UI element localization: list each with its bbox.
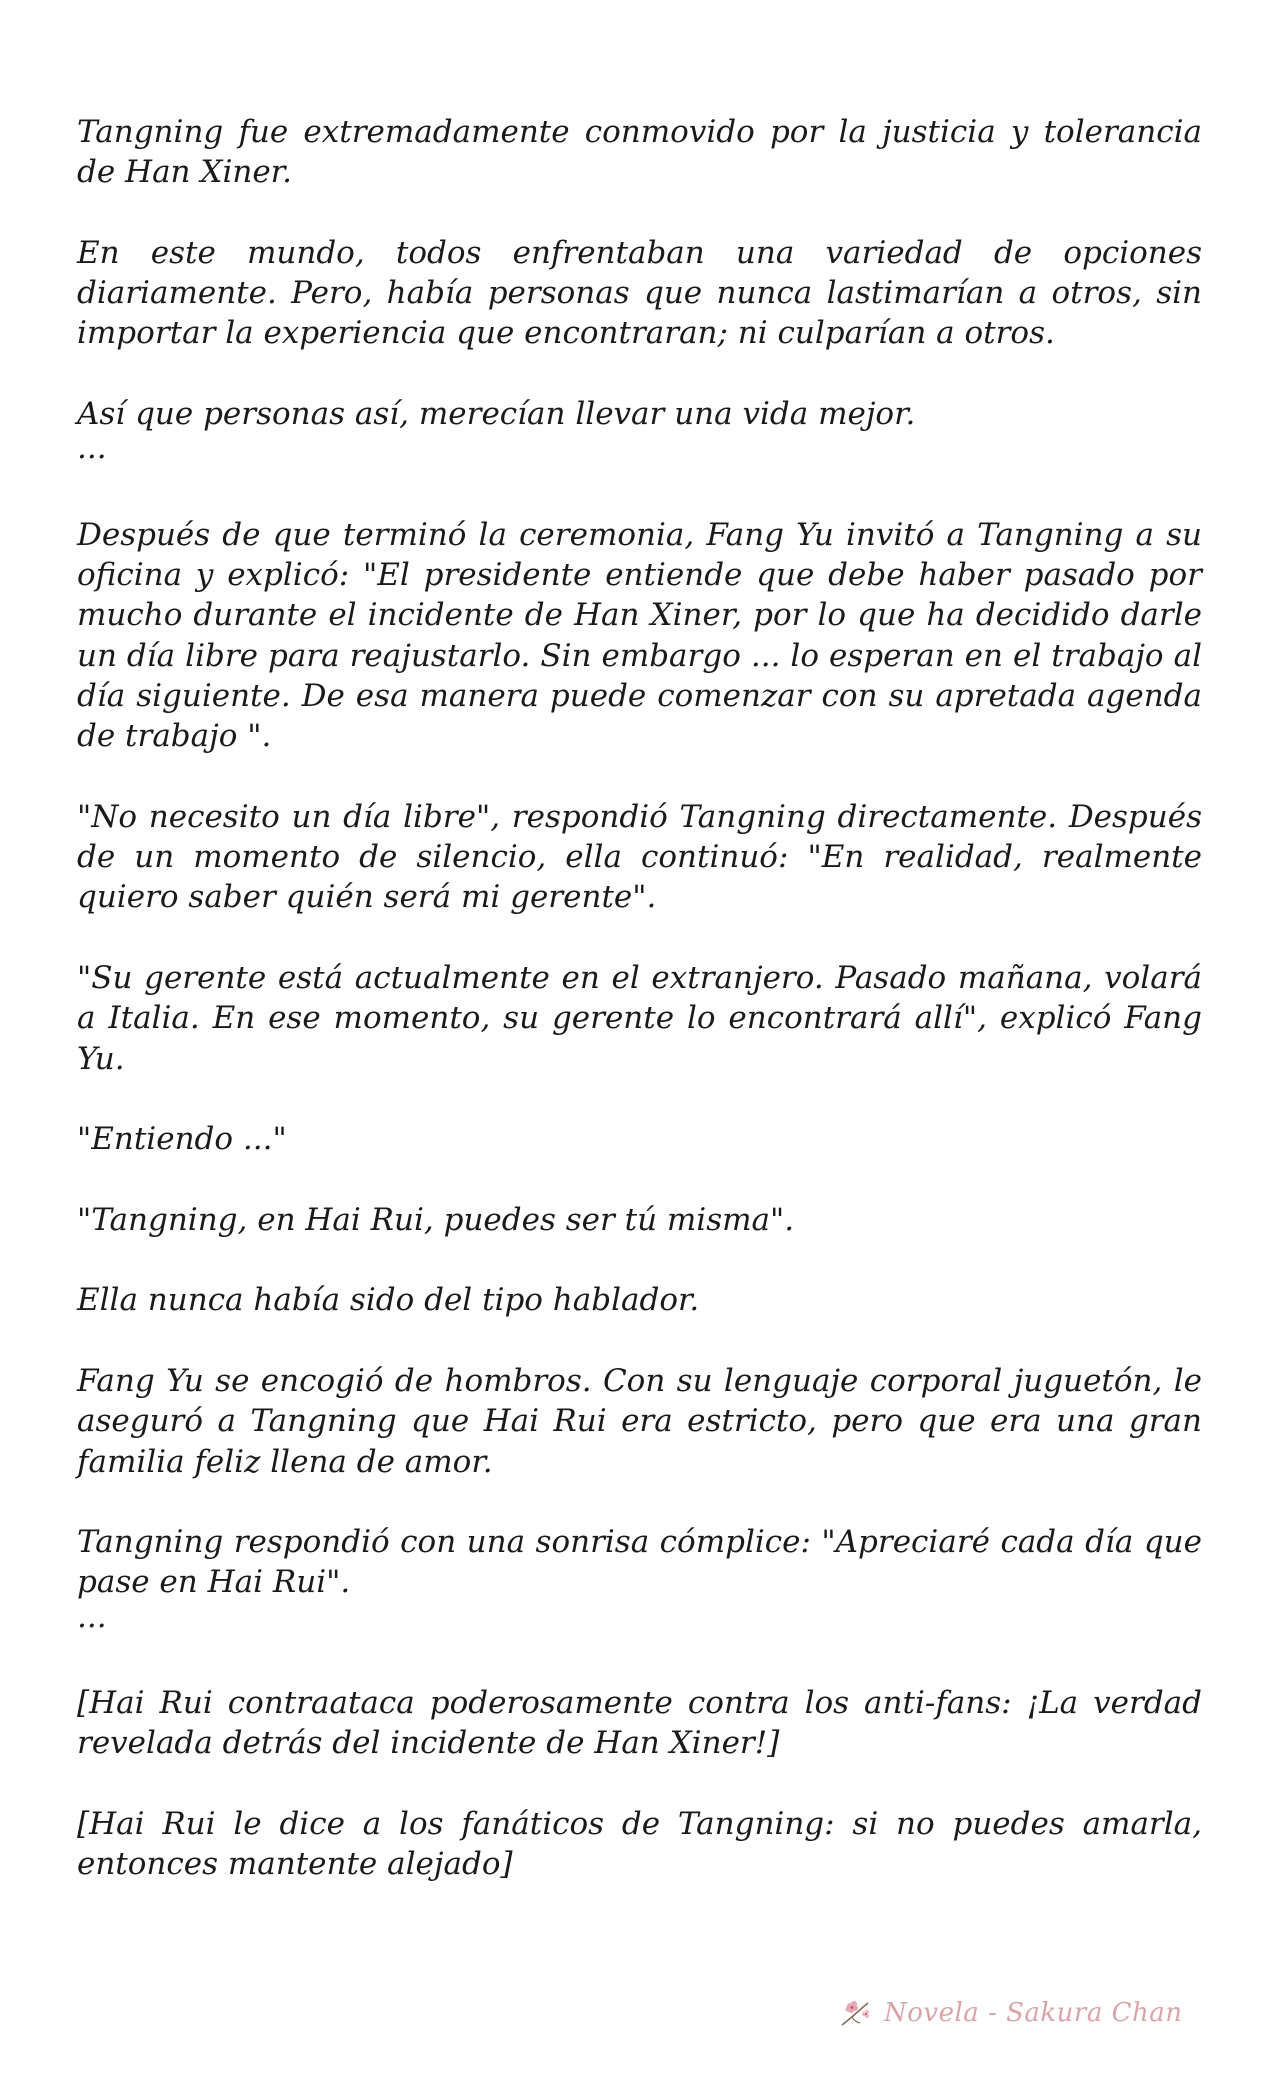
paragraph-5: "No necesito un día libre", respondió Tangning directamente. Después de un momento de silencio, ella continuó: "En realidad, realmente quiero saber quién será mi gerente". (77, 798, 1202, 916)
scene-break-1: ... (77, 430, 107, 467)
chapter-text (77, 112, 1202, 1925)
scene-break-2: ... (77, 1598, 107, 1635)
paragraph-7: "Entiendo ..." (77, 1121, 287, 1158)
paragraph-8: "Tangning, en Hai Rui, puedes ser tú misma". (77, 1201, 795, 1238)
paragraph-11: Tangning respondió con una sonrisa cómplice: "Apreciaré cada día que pase en Hai Rui". (77, 1524, 1202, 1601)
paragraph-9: Ella nunca había sido del tipo hablador. (77, 1282, 700, 1319)
paragraph-13: [Hai Rui le dice a los fanáticos de Tangning: si no puedes amarla, entonces mantente alejado] (77, 1805, 1202, 1883)
watermark-text: Novela - Sakura Chan (884, 1998, 1183, 2028)
paragraph-10: Fang Yu se encogió de hombros. Con su lenguaje corporal juguetón, le aseguró a Tangning que Hai Rui era estricto, pero que era una gran familia feliz llena de amor. (77, 1362, 1202, 1480)
paragraph-2: En este mundo, todos enfrentaban una variedad de opciones diariamente. Pero, había personas que nunca lastimarían a otros, sin importar la experiencia que encontraran; ni culparían a otros. (77, 234, 1202, 352)
watermark (838, 1991, 1218, 2035)
paragraph-1: Tangning fue extremadamente conmovido por la justicia y tolerancia de Han Xiner. (77, 114, 1202, 191)
paragraph-3: Así que personas así, merecían llevar una vida mejor. (77, 396, 916, 433)
paragraph-4: Después de que terminó la ceremonia, Fang Yu invitó a Tangning a su oficina y explicó: "El presidente entiende que debe haber pasado por mucho durante el incidente de Han Xiner, por lo que ha decidido darle un día libre para reajustarlo. Sin embargo ... lo esperan en el trabajo al día siguiente. De esa manera puede comenzar con su apretada agenda de trabajo ". (77, 516, 1202, 755)
paragraph-12: [Hai Rui contraataca poderosamente contra los anti-fans: ¡La verdad revelada detrás del incidente de Han Xiner!] (77, 1684, 1202, 1762)
sakura-blossom-icon (838, 1997, 874, 2029)
paragraph-6: "Su gerente está actualmente en el extranjero. Pasado mañana, volará a Italia. En ese momento, su gerente lo encontrará allí", explicó Fang Yu. (77, 959, 1202, 1077)
